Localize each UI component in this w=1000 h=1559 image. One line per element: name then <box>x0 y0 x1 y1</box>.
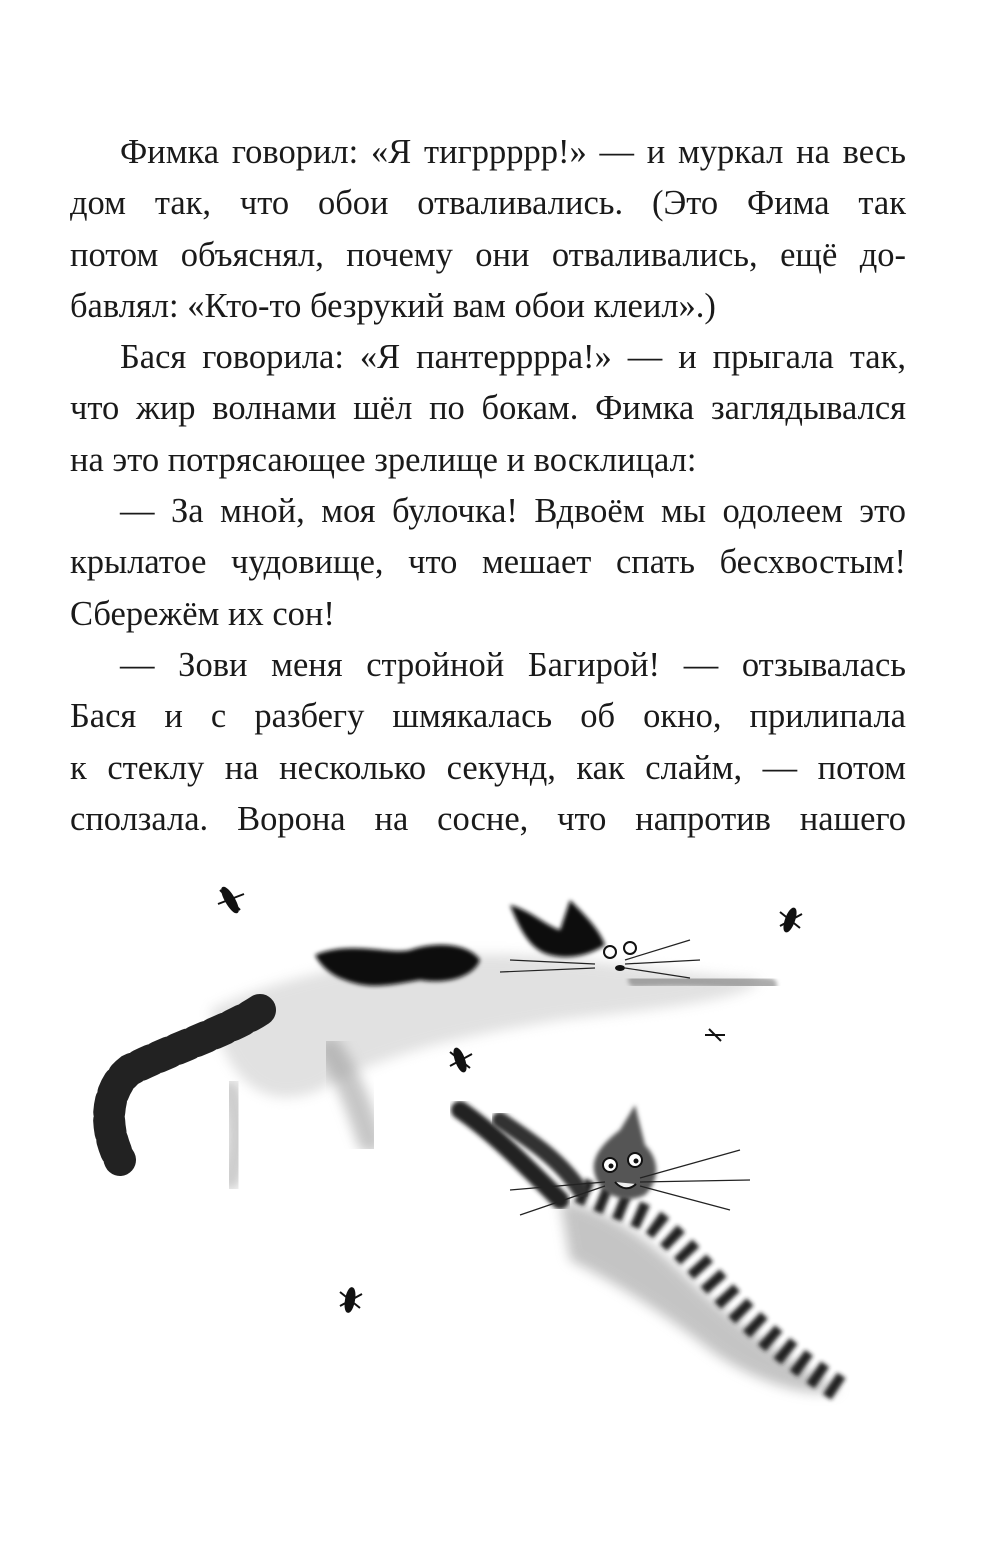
story-text <box>70 127 906 845</box>
text-line: дом так, что обои отваливались. (Это Фима так <box>70 184 906 223</box>
text-line: к стеклу на несколько секунд, как слайм, — потом <box>70 748 906 787</box>
text-line: крылатое чудовище, что мешает спать бесхвостым! <box>70 543 906 582</box>
black-white-cat <box>109 900 770 1180</box>
text-line: Бася и с разбегу шмякалась об окно, прилипала <box>70 697 906 736</box>
text-line: бавлял: «Кто-то безрукий вам обои клеил».) <box>70 286 716 325</box>
text-line: что жир волнами шёл по бокам. Фимка заглядывался <box>70 389 906 428</box>
cats-and-mosquitoes-illustration <box>90 860 870 1420</box>
text-line: потом объяснял, почему они отваливались, ещё до- <box>70 235 906 274</box>
text-line: Сбережём их сон! <box>70 594 335 633</box>
text-line: — Зови меня стройной Багирой! — отзывалась <box>120 645 906 684</box>
text-line: Фимка говорил: «Я тигррррр!» — и муркал на весь <box>120 133 906 171</box>
text-line: сползала. Ворона на сосне, что напротив нашего <box>70 799 906 838</box>
mosquito-icon <box>218 886 802 1313</box>
text-line: — За мной, моя булочка! Вдвоём мы одолеем это <box>120 492 906 531</box>
text-line: на это потрясающее зрелище и восклицал: <box>70 440 697 479</box>
text-line: Бася говорила: «Я пантерррра!» — и прыгала так, <box>120 338 906 377</box>
striped-cat <box>460 1105 840 1393</box>
